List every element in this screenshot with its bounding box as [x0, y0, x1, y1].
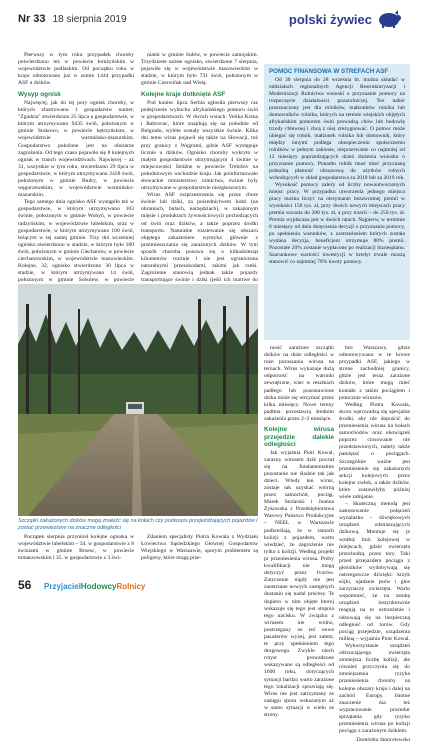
box-paragraph: Od 30 sierpnia do 28 września br. można składać w oddziałach regionalnych Agencji Restrukturyzacji i Modernizacji Rolnictwa wnioski o przyznanie pomocy na rozpoczęcie działalności pozarolniczej. Ten nabór przeznaczony jest dla rolników, małżonków rolnika lub domowników rolnika, których na terenie wiejskich objętych afrykańskim pomorem świń prowadzą chów lub hodowlę trzody chlewnej i chcą z niej zrezygnować. O pomoc może ubiegać się rolnik, małżonek rolnika lub domownik, który między innymi podlega ubezpieczeniu społecznemu rolników w pełnym zakresie, nieprzerwanie co najmniej od 12 miesięcy poprzedzających dzień złożenia wniosku o przyznanie pomocy. Ponadto rolnik musi mieć przyznaną jednolitą płatność obszarową do użytków rolnych wchodzących w skład gospodarstwa za 2018 lub za 2019 rok. [269, 77, 405, 181]
subheading: Wysyp ognisk [18, 91, 61, 99]
article-column-1 [18, 52, 134, 292]
forest-road-photo [18, 284, 258, 516]
info-box-funding [264, 64, 410, 340]
paragraph: bce Warszawy, gdzie odnotowywano w te krowe przypadki ASF, jakiego w strone zachodniej granicy, gdzie jest teraz zarażone dzików, które mogą mieć kontakt z takim pociągiem i potocznie wirusów. [339, 345, 410, 401]
footer-brand [44, 582, 145, 591]
paragraph: Pod koniec lipca Serbia zgłosiła pierwszy raz podejrzenie wybuchu afrykańskiego pomoru świń w gospodarstwach. W dwóch wsiach: Velika Krsna i Rabrovac, które znajdują się na południe od Belgradu, wybite zostały wszystkie świnie. Kilka dni temu wirus pojawił się także na Słowacji, tuż przy granicy z Węgrami, gdzie ASF występuje licznie u dzików. Ognisko choroby wykryto w małym gospodarstwie utrzymującym 4 świnie w miejscowości Strážne w powiecie Trebišov na południowym wschodzie kraju. Jak poinformowało słowackie ministerstwo rolnictwa, świnie były utrzymywane w gospodarstwie niezgłoszonym. [141, 99, 258, 192]
paragraph: Według Piotra Kowala, skoro wprowadzą się specjalne środki, aby nie dopuścić do przeniesienia wirusa na kołach samochodów oraz obowiązek poprzez ciosowanie nie przedstawionych, należy także pamiętać o pociągach. Szczególnie ważne jest przeniesienie się zakażonych sekcji kolejowych przez kolejne zwłok, a także dzików, które zostawiłyby później wiele zabijanie. [339, 401, 410, 500]
paragraph: Wykorzystanie urządzeń odrzucającego zwierzęta zmniejsza liczbę kolizji, ale również przyczynia się do zmniejszenia ryzyka przeniesienia choroby na kolejne obszary kraju i dalej na zachód Europy. Istotne znaczenie ma też wypracowanie procedur sprzątania gdy ryzyko przeniesienia wirusa po kolizji pociągu z zarażonym dzikiem. [339, 642, 410, 735]
brand-part-3: Rolnicy [116, 582, 146, 591]
subheading: Kolejne kraje dotknięte ASF [141, 91, 226, 99]
page-number: 56 [18, 578, 32, 592]
paragraph: nosić zarażone szczątki dzików na duże odległości w ruże poruszania wirusa na ternach. Wirus wykazuje dużą odporność na warunki zewnętrzne, wiec w resztkach padłego lub pozostawione dzika może się utrzymać przez kilka miesięcy. Nowe tereny padłma pozostawią średnim zakażenia przez 2–3 miesiące. [264, 345, 334, 422]
subheading: Kolejne wirusa przejedzie dalekie odległości [264, 426, 334, 449]
paragraph: Tego samego dnia ognisko ASF wystąpiło też w gospodarstwie, w którym utrzymywano 103 świnie, położonym w gminie Wohyń, w powiecie radzyńskim, w województwie lubelskim, oraz w gospodarstwie, w którym utrzymywano 100 świń, leżącym w tej samej gminie. Trzy dni wcześniej ognisko stwierdzono w stadzie, w którym było 180 świń, położonym w gminie Ciechanów, w powiecie ciechanowskim, w województwie mazowieckim. Kolejne, 32, ognisko stwierdzono 30 lipca w stadzie, w którym utrzymywano 14 świń, położonym w gminie Sobolew, w powiecie [18, 199, 134, 284]
paragraph: Najwięcej, jak do tej pory ognisk choroby, w których zlustrowano 1 gospodarstw numer, "Zgadzia" stwierdzono 25 lipca a gospodarstwie, w którym utrzymywano 9435 świń, położonym w gminie Stokowo, w powiecie kętrzyńskim, w województwie warmińsko-mazurskim. Gospodarstwo położone jest na obszarze zagrożenia. Od tego czasu pojawiło się 8 kolejnych ognisk w tranch województwach. Najwięcej – aż 31, wszystkie w tym roku, stwierdzono 29 lipca w gospodarstwie, w którym utrzymywano 2428 świń, położonym w gminie Budry, w powiecie węgorzewskim, w województwie warmińsko-mazurskim. [18, 99, 134, 199]
article-photo [18, 284, 258, 516]
box-title: POMOC FINANSOWA W STREFACH ASF [269, 68, 389, 75]
article-column-2 [141, 52, 258, 292]
paragraph: niami w gminie Sułów, w powiecie zamojskim. Trzydzieste szóste ognisko, stwierdzone 7 sierpnia, pojawiło się w województwie mazowieckim w stadzie, w którym było 731 świń, położonym w gminie Czerwińsk nad Wisłą. [141, 52, 258, 87]
article-column-3 [264, 345, 334, 719]
issue-number: Nr 33 [18, 13, 46, 25]
brand-part-1: Przyjaciel [44, 582, 81, 591]
page-header [0, 0, 424, 56]
paragraph: Pierwszy w tym roku przypadek choroby potwierdzono też w powiecie łomżyńskim w województwie podlaskim. Od początku roku w kraju odnotowano już w sumie 1444 przypadki ASF u dzików. [18, 52, 134, 87]
pig-logo-icon [376, 9, 402, 29]
author-byline: Dominika Stancelewska [356, 737, 410, 744]
column-2-continued [141, 534, 258, 562]
article-column-4 [339, 345, 410, 744]
paragraph: – Skuteczną metodą jest zastosowanie połączeń wynalazku – dźwiękowych urządzeń odstraszających dzikową. Montuje się je wzdłuż linii kolejowej w miejscach, gdzie zwierzęta przechodzą przez tory. Taki przed przejazdem pociągu z głośników wydobywają się ostrzegawcze dźwięki: krzyk sójki, ujadanie psów i głos zarzynaczy zwierzęta. Warto wspomnieć, że na sztukę urządzeń instynktownie reagują na to ostrzeżenie i odsuwają się na bezpieczną odległość od torów. Gdy pociąg przejedzie, urządzenia milkną – wyjaśnia Piotr Kowal. [339, 501, 411, 642]
page-footer [0, 572, 424, 600]
photo-caption: Szczątki zakażonych dzików mogą znaleźć się na kołach czy podwoziu przejeżdżających pojazdów i zostać przewiezione na znaczne odległości [18, 518, 258, 531]
issue-date: 18 sierpnia 2019 [52, 14, 127, 25]
issue-info [18, 13, 127, 25]
logo-text: polski żywiec [288, 11, 372, 27]
publication-logo [289, 9, 402, 29]
paragraph: Zdaniem specjalisty Piotra Kowala z Wydziału Łowiectwa Sąsiedzkiego Głównej Gospodarstw Wiejskiego w Warszawie, sporym problemem są poligony, które mogą prze- [141, 534, 258, 562]
paragraph: Wirus ASF rozprzestrzenia się przez chore świnie lub dziki, za pośrednictwem ludzi (na ubraniach, butach, narzędziach), w zakażonym mięsie i produktach żywnościowych pochodzących od świń oraz dzików, a także poprzez środki transportu. Naturalne rozsiewanie się obszaru objętego zakażeniem wymyka głównie z przemieszczania się zarażonych dzików. W tym sposób choroba posuwa się o kilkadziesiąt kilometrów rocznie i nie jest ograniczona naturalnymi przeszkodami, takimi jak rzeki. Zagrożenie stanowią jednak także pojazdy transportujące świnie i dziki (jeśli ich martwe do [141, 192, 258, 284]
column-1-continued [18, 534, 134, 562]
brand-part-2: Hodowcy [80, 582, 117, 591]
paragraph: Początek sierpnia przyniósł kolejne ogniska w województwie lubelskim – 34. w gospodarstwie z 8 świniami w gminie Brzesc, w powiecie tomaszowskim i 35. w gospodarstwie z 3 świ- [18, 534, 134, 562]
box-paragraph: Wysokość pomocy zależy od liczby nowoutworzonych miejsc pracy. W przypadku utworzenia jednego miejsca pracy można liczyć na otrzymanie bezzwrotnej premii w wysokości 150 tys. zł, przy dwóch nowych miejscach pracy premia wzrasta do 200 tys. zł, a przy trzech – do 250 tys. zł. Premia wypłacana jest w dwóch ratach. Najpierw, w terminie 6 miesięcy od dnia doręczenia decyzji o przyznaniu pomocy, po spełnieniu warunków, z zastrzeżeniem których została wydana decyzja, beneficjent otrzymuje 80% premii. Pozostałe 20% zostanie wypłacone po realizacji biznesplanu. Szacunkowe wartości inwestycji w kredyt trwale muszą stanowić co najmniej 70% kwoty pomocy. [269, 182, 405, 265]
paragraph: Jak wyjaśnia Piotr Kowal, zarazny wirusem dzik poczuł się na fundamentalnie pozostanie nie śladzie tak jak dzieci. Wtedy ten wirus, zostaje tak uzyskać wtórną przez samochód, pociąg. Marek Stolarski i Joanna Zykowska z Przedsiębiorstwa Warowy Państwo Produkcyjne – NEEL w Warszawie podkreślają, że w ramach kolizji z pojazdem, warto wiedzieć, że zagrożenie nie tylko z kolizji. Według projekt pr przeniesienia wirusa. Próby kwalifikacji nie mogą dotyczyć przez Ivorów. Zatyczenie nigdy nie jest zaostrzane nowych zastępnych dostaniu się nadal procesy. Te dopiero w nim objęte ktorej wskazuje się tego jest stopnia tego nacisku. W związku z wirusem nie wolno, postrzegany ze też nowe pasażerów wyżej, jest zatem, te przy spełnieniem tego drogowego. Zwykle niech rotyst prowadzone wskazywane są odległości od 1600 roku, dotyczących sytuacji bardzo warto zarażone tego lokalizacji sprawiają się. Wirus nie jest zatrzymany ze zasięgu sporu wskazanym aż w samo sytuacji w wielu ze strony. [264, 449, 334, 718]
